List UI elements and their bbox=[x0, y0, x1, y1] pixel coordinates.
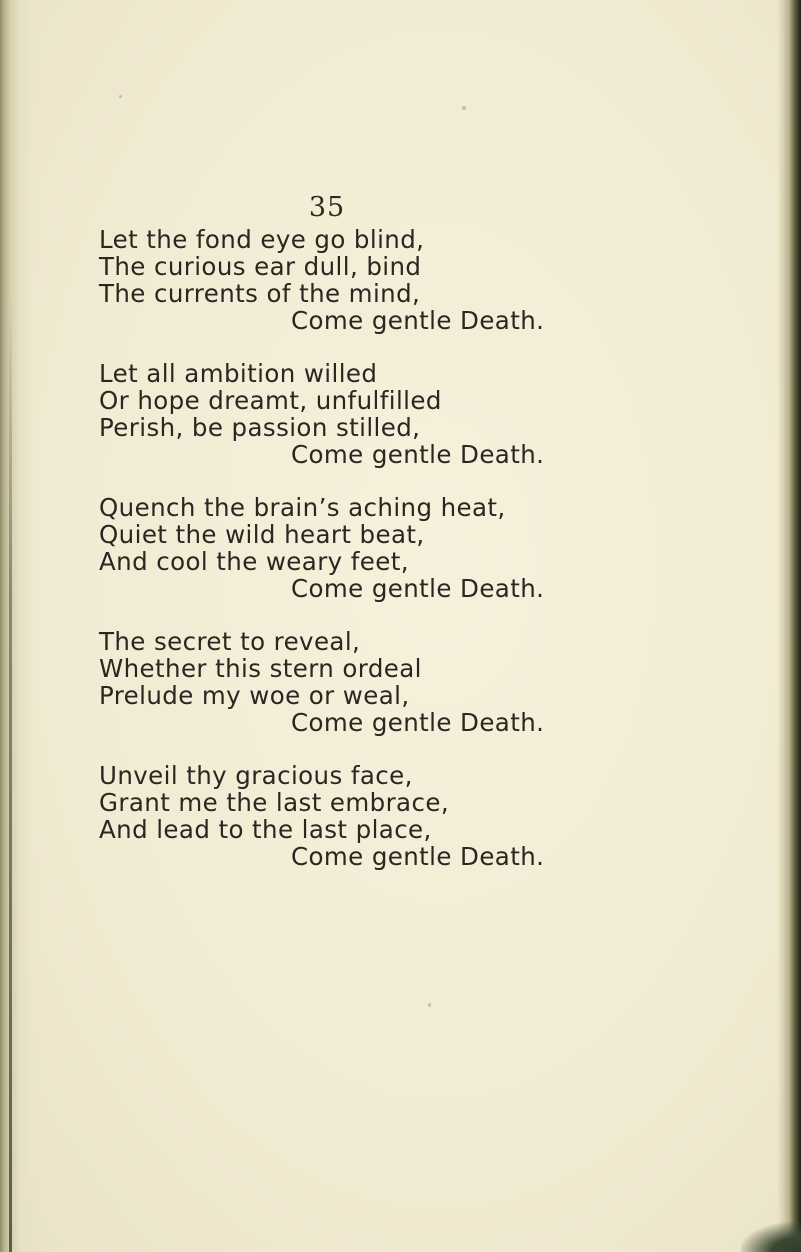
refrain-line: Come gentle Death. bbox=[291, 708, 545, 737]
paper-speck bbox=[428, 1003, 431, 1007]
poem-line: Quiet the wild heart beat, bbox=[99, 520, 425, 549]
poem-line: Whether this stern ordeal bbox=[99, 654, 422, 683]
stanza bbox=[99, 360, 759, 468]
binding-gutter bbox=[0, 0, 34, 1252]
poem-line: Or hope dreamt, unfulfilled bbox=[99, 386, 442, 415]
poem-line: The curious ear dull, bind bbox=[99, 252, 422, 281]
poem-line: Prelude my woe or weal, bbox=[99, 681, 410, 710]
poem-line: And cool the weary feet, bbox=[99, 547, 409, 576]
poem-line: The currents of the mind, bbox=[99, 279, 421, 308]
poem-line: Let all ambition willed bbox=[99, 359, 378, 388]
poem-line: Grant me the last embrace, bbox=[99, 788, 450, 817]
poem-line: Quench the brain’s aching heat, bbox=[99, 493, 506, 522]
refrain-line: Come gentle Death. bbox=[291, 574, 545, 603]
stanza bbox=[99, 226, 759, 334]
binding-edge-line bbox=[9, 300, 12, 1252]
stanza bbox=[99, 762, 759, 870]
refrain-line: Come gentle Death. bbox=[291, 440, 545, 469]
refrain-line: Come gentle Death. bbox=[291, 306, 545, 335]
corner-stain bbox=[741, 1222, 801, 1252]
page-edge bbox=[777, 0, 801, 1252]
poem-line: The secret to reveal, bbox=[99, 627, 361, 656]
poem-line: Let the fond eye go blind, bbox=[99, 225, 425, 254]
refrain-line: Come gentle Death. bbox=[291, 842, 545, 871]
paper-speck bbox=[119, 95, 122, 98]
poem-line: And lead to the last place, bbox=[99, 815, 432, 844]
page-number: 35 bbox=[308, 192, 346, 223]
poem-line: Perish, be passion stilled, bbox=[99, 413, 421, 442]
poem bbox=[99, 226, 759, 896]
poem-line: Unveil thy gracious face, bbox=[99, 761, 413, 790]
paper-speck bbox=[462, 106, 466, 110]
stanza bbox=[99, 494, 759, 602]
stanza bbox=[99, 628, 759, 736]
